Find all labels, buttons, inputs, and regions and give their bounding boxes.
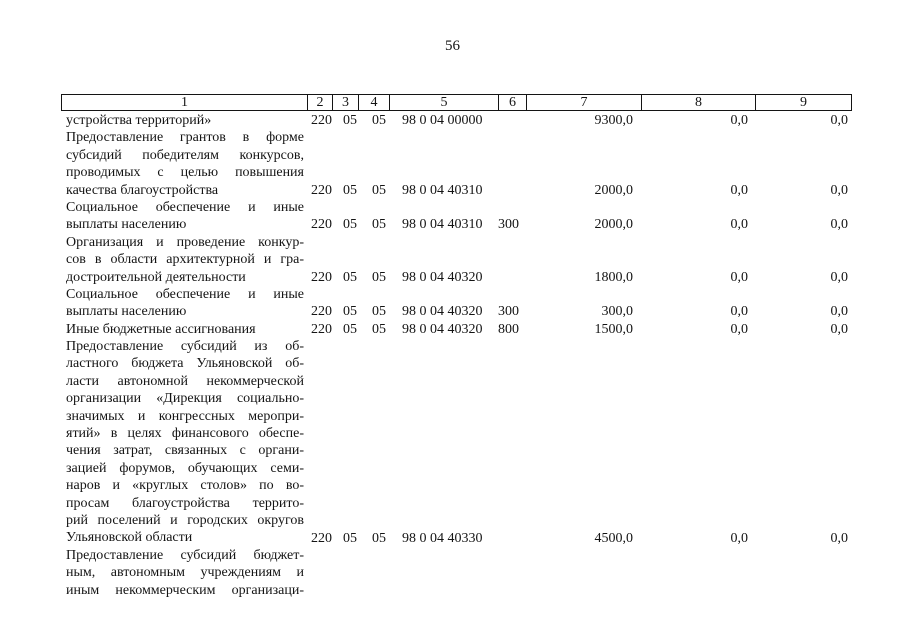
cell-col-5: 98 0 04 40310: [402, 182, 483, 198]
cell-col-4: 05: [372, 321, 386, 337]
table-row: [0, 112, 905, 129]
header-col-1: 1: [181, 95, 188, 110]
cell-col-8: 0,0: [730, 304, 748, 320]
cell-col-5: 98 0 04 40320: [402, 269, 483, 285]
description-line: выплаты населению: [66, 304, 187, 320]
description-line: рий поселений и городских округов: [66, 512, 304, 528]
header-col-2: 2: [307, 95, 332, 110]
cell-col-8: 0,0: [730, 113, 748, 128]
cell-col-4: 05: [372, 113, 386, 128]
description-line: Социальное обеспечение и иные: [66, 286, 304, 302]
cell-col-4: 05: [372, 269, 386, 285]
description-line: достроительной деятельности: [66, 269, 246, 285]
cell-col-3: 05: [343, 530, 357, 546]
table-row: [0, 216, 905, 233]
table-row: [0, 269, 905, 286]
table-row: [0, 182, 905, 199]
cell-col-6: 300: [498, 304, 519, 320]
header-col-8: 8: [641, 95, 755, 110]
description-line: Предоставление субсидий из об-: [66, 339, 304, 355]
cell-col-7: 2000,0: [594, 217, 633, 233]
cell-col-9: 0,0: [830, 321, 848, 337]
cell-col-9: 0,0: [830, 304, 848, 320]
cell-col-3: 05: [343, 321, 357, 337]
cell-col-4: 05: [372, 304, 386, 320]
table-header: [61, 94, 852, 111]
description-line: Иные бюджетные ассигнования: [66, 321, 256, 337]
cell-col-8: 0,0: [730, 530, 748, 546]
cell-col-5: 98 0 04 40320: [402, 304, 483, 320]
description-line: Социальное обеспечение и иные: [66, 199, 304, 215]
cell-col-2: 220: [311, 530, 332, 546]
description-line: ным, автономным учреждениям и: [66, 565, 304, 581]
cell-col-8: 0,0: [730, 269, 748, 285]
description-line: субсидий победителям конкурсов,: [66, 147, 304, 163]
cell-col-3: 05: [343, 304, 357, 320]
cell-col-2: 220: [311, 269, 332, 285]
cell-col-8: 0,0: [730, 182, 748, 198]
description-line: иным некоммерческим организаци-: [66, 582, 304, 598]
description-line: наров и «круглых столов» по во-: [66, 478, 304, 494]
cell-col-5: 98 0 04 40310: [402, 217, 483, 233]
header-col-6: 6: [498, 95, 526, 110]
cell-col-4: 05: [372, 530, 386, 546]
header-col-9: 9: [755, 95, 851, 110]
header-col-3: 3: [332, 95, 358, 110]
description-line: проводимых с целью повышения: [66, 165, 304, 181]
description-line: Предоставление грантов в форме: [66, 130, 304, 146]
cell-col-2: 220: [311, 217, 332, 233]
cell-col-2: 220: [311, 182, 332, 198]
description-line: организации «Дирекция социально-: [66, 391, 304, 407]
description-line: чения затрат, связанных с органи-: [66, 443, 304, 459]
description-line: ятий» в целях финансового обеспе-: [66, 426, 304, 442]
cell-col-2: 220: [311, 304, 332, 320]
cell-col-5: 98 0 04 00000: [402, 113, 483, 128]
cell-col-5: 98 0 04 40320: [402, 321, 483, 337]
page-number: 56: [445, 38, 460, 54]
cell-col-3: 05: [343, 113, 357, 128]
cell-col-9: 0,0: [830, 269, 848, 285]
cell-col-7: 2000,0: [594, 182, 633, 198]
description-line: выплаты населению: [66, 217, 187, 233]
description-line: устройства территорий»: [66, 113, 212, 128]
description-line: зацией форумов, обучающих семи-: [66, 460, 304, 476]
cell-col-9: 0,0: [830, 217, 848, 233]
cell-col-7: 300,0: [601, 304, 633, 320]
description-line: сов в области архитектурной и гра-: [66, 252, 304, 268]
header-col-7: 7: [526, 95, 641, 110]
cell-col-9: 0,0: [830, 113, 848, 128]
cell-col-7: 1500,0: [594, 321, 633, 337]
cell-col-8: 0,0: [730, 217, 748, 233]
cell-col-6: 300: [498, 217, 519, 233]
header-col-4: 4: [358, 95, 389, 110]
cell-col-4: 05: [372, 182, 386, 198]
cell-col-6: 800: [498, 321, 519, 337]
table-row: [0, 530, 905, 547]
cell-col-3: 05: [343, 182, 357, 198]
description-line: Предоставление субсидий бюджет-: [66, 547, 304, 563]
cell-col-7: 1800,0: [594, 269, 633, 285]
description-line: ласти автономной некоммерческой: [66, 373, 304, 389]
cell-col-5: 98 0 04 40330: [402, 530, 483, 546]
cell-col-4: 05: [372, 217, 386, 233]
cell-col-3: 05: [343, 269, 357, 285]
header-col-5: 5: [389, 95, 498, 110]
cell-col-9: 0,0: [830, 530, 848, 546]
description-line: Ульяновской области: [66, 530, 193, 546]
description-line: значимых и конгрессных меропри-: [66, 408, 304, 424]
cell-col-2: 220: [311, 321, 332, 337]
description-line: просам благоустройства террито-: [66, 495, 304, 511]
cell-col-2: 220: [311, 113, 332, 128]
cell-col-7: 4500,0: [594, 530, 633, 546]
table-row: [0, 303, 905, 320]
cell-col-8: 0,0: [730, 321, 748, 337]
cell-col-3: 05: [343, 217, 357, 233]
description-line: Организация и проведение конкур-: [66, 234, 304, 250]
cell-col-9: 0,0: [830, 182, 848, 198]
description-line: ластного бюджета Ульяновской об-: [66, 356, 304, 372]
cell-col-7: 9300,0: [594, 113, 633, 128]
table-row: [0, 321, 905, 338]
description-line: качества благоустройства: [66, 182, 219, 198]
